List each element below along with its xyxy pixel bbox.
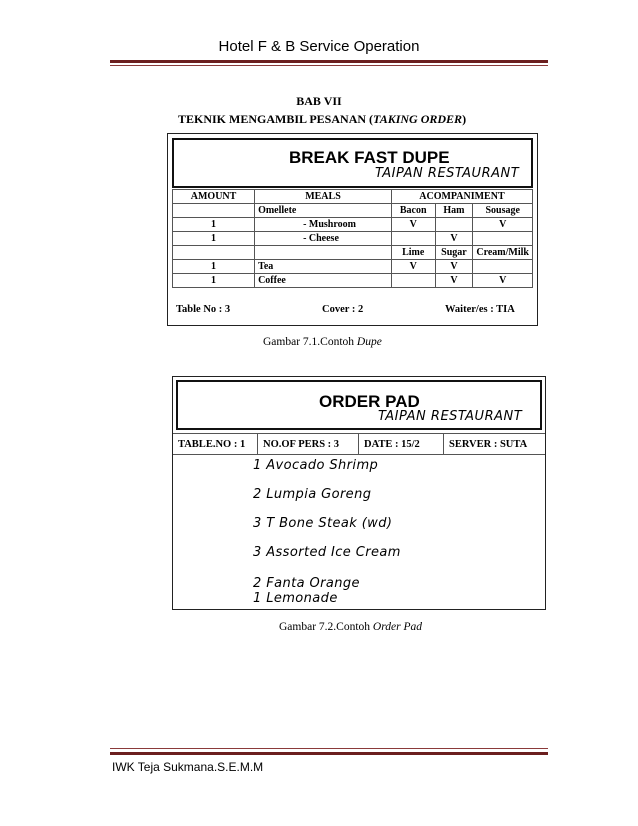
dupe-waiter: Waiter/es : TIA [445, 304, 515, 315]
info-date: DATE : 15/2 [359, 434, 444, 454]
dupe-title: BREAK FAST DUPE [289, 148, 450, 167]
cell-acc: V [391, 260, 435, 274]
info-server: SERVER : SUTA [449, 438, 528, 450]
table-row [173, 246, 533, 260]
table-row [173, 232, 533, 246]
header-rule-thick [110, 60, 548, 63]
chapter-title-prefix: TEKNIK MENGAMBIL PESANAN ( [178, 112, 374, 126]
cell-acc [391, 232, 435, 246]
order-item: 2 Fanta Orange [253, 576, 360, 591]
cell-acc: V [435, 274, 473, 288]
cell-acc [391, 274, 435, 288]
table-row [173, 274, 533, 288]
cell-acc: Lime [391, 246, 435, 260]
figure1-caption-italic: Dupe [356, 336, 382, 348]
figure1-caption-text: Gambar 7.1.Contoh [263, 336, 357, 348]
footer-rule-thick [110, 752, 548, 755]
cell-meal [255, 246, 392, 260]
dupe-header-box [172, 138, 533, 188]
chapter-title-suffix: ) [462, 112, 467, 126]
cell-meal: - Mushroom [255, 218, 392, 232]
dupe-table-no: Table No : 3 [176, 304, 231, 315]
cell-amount: 1 [173, 232, 255, 246]
cell-acc: V [435, 232, 473, 246]
footer-author: IWK Teja Sukmana.S.E.M.M [112, 760, 264, 774]
cell-meal: Tea [255, 260, 392, 274]
cell-acc: Sousage [473, 204, 533, 218]
running-header: Hotel F & B Service Operation [218, 38, 420, 55]
order-item: 3 T Bone Steak (wd) [253, 516, 393, 531]
cell-acc: Ham [435, 204, 473, 218]
cell-acc [473, 232, 533, 246]
chapter-title-italic: TAKING ORDER [373, 112, 463, 126]
chapter-title [178, 112, 466, 127]
cell-acc [473, 260, 533, 274]
info-no-of-pers: NO.OF PERS : 3 [258, 434, 359, 454]
cell-acc: V [473, 218, 533, 232]
cell-acc: V [473, 274, 533, 288]
order-item: 3 Assorted Ice Cream [253, 545, 401, 560]
order-pad-info-row [173, 433, 545, 455]
cell-acc: Sugar [435, 246, 473, 260]
header-meals: MEALS [255, 190, 392, 204]
cell-amount: 1 [173, 274, 255, 288]
cell-acc: V [435, 260, 473, 274]
cell-meal: Coffee [255, 274, 392, 288]
order-pad-restaurant: TAIPAN RESTAURANT [378, 409, 523, 424]
header-rule-thin [110, 65, 548, 66]
chapter-label: BAB VII [296, 94, 342, 108]
dupe-restaurant: TAIPAN RESTAURANT [375, 166, 520, 181]
figure2-caption-italic: Order Pad [372, 621, 422, 633]
cell-meal: Omellete [255, 204, 392, 218]
header-acompaniment: ACOMPANIMENT [391, 190, 532, 204]
cell-amount [173, 246, 255, 260]
order-pad-figure [172, 376, 546, 610]
table-row [173, 218, 533, 232]
header-amount: AMOUNT [173, 190, 255, 204]
cell-amount: 1 [173, 260, 255, 274]
breakfast-dupe-figure [167, 133, 538, 326]
table-row [173, 204, 533, 218]
table-row [173, 260, 533, 274]
figure2-caption-text: Gambar 7.2.Contoh [279, 621, 373, 633]
cell-acc: Bacon [391, 204, 435, 218]
order-item: 1 Avocado Shrimp [253, 458, 379, 473]
cell-acc: Cream/Milk [473, 246, 533, 260]
order-item: 1 Lemonade [253, 591, 338, 606]
cell-amount: 1 [173, 218, 255, 232]
figure1-caption [263, 336, 382, 348]
cell-amount [173, 204, 255, 218]
footer-rule-thin [110, 748, 548, 749]
order-pad-title: ORDER PAD [319, 392, 420, 411]
dupe-table [172, 189, 533, 288]
info-table-no: TABLE.NO : 1 [173, 434, 258, 454]
dupe-cover: Cover : 2 [322, 304, 364, 315]
table-header-row [173, 190, 533, 204]
cell-meal: - Cheese [255, 232, 392, 246]
order-pad-header-box [176, 380, 542, 430]
cell-acc: V [391, 218, 435, 232]
cell-acc [435, 218, 473, 232]
figure2-caption [279, 621, 422, 633]
order-item: 2 Lumpia Goreng [253, 487, 372, 502]
